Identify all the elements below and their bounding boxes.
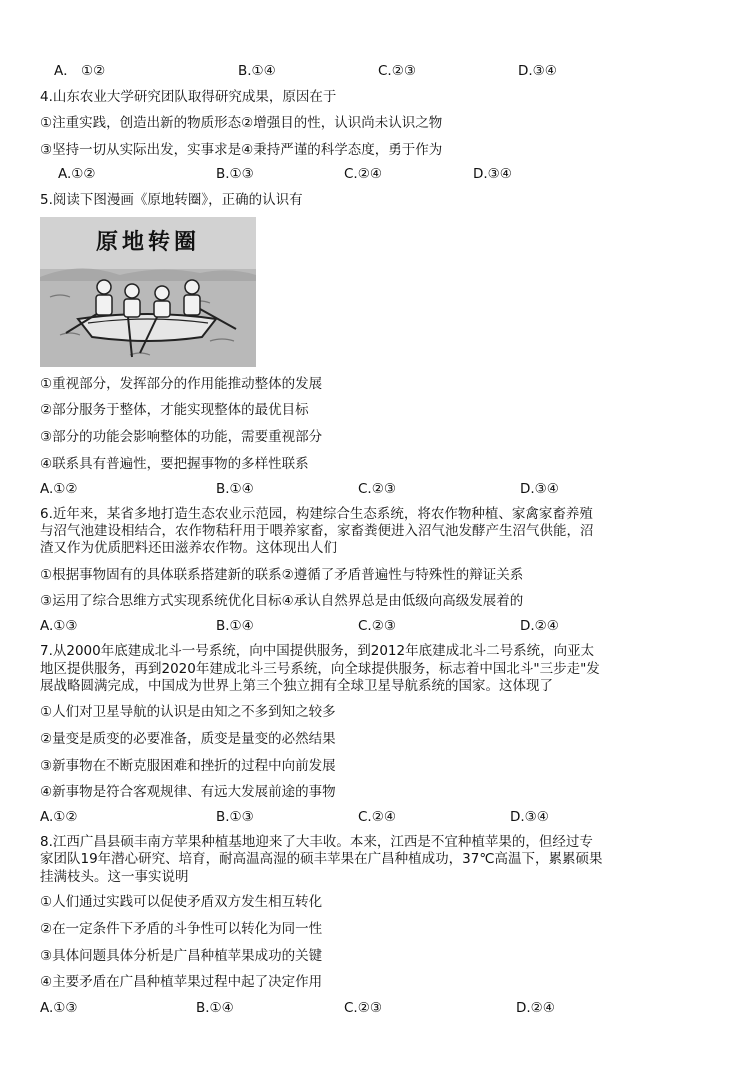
q4-option-c: C.②④ [344,166,382,182]
q7-option-d: D.③④ [510,809,549,825]
q6-item: ③运用了综合思维方式实现系统优化目标④承认自然界总是由低级向高级发展着的 [40,593,524,609]
q5-option-c: C.②③ [358,481,396,497]
q5-option-d: D.③④ [520,481,559,497]
q8-item: ②在一定条件下矛盾的斗争性可以转化为同一性 [40,921,323,937]
q3-option-d: D.③④ [518,63,557,79]
q8-option-a: A.①③ [40,1000,78,1016]
q5-item: ①重视部分，发挥部分的作用能推动整体的发展 [40,376,323,392]
q7-stem-line: 展战略圆满完成，中国成为世界上第三个独立拥有全球卫星导航系统的国家。这体现了 [40,678,553,694]
q5-item: ③部分的功能会影响整体的功能，需要重视部分 [40,429,323,445]
q7-options [40,808,690,826]
q7-stem-line: 7.从2000年底建成北斗一号系统，向中国提供服务，到2012年底建成北斗二号系统，向亚太 [40,643,595,659]
q6-options [40,617,690,635]
q8-stem-line: 挂满枝头。这一事实说明 [40,869,189,885]
q8-stem-line: 8.江西广昌县硕丰南方苹果种植基地迎来了大丰收。本来，江西是不宜种植苹果的，但经过专 [40,834,593,850]
q4-option-b: B.①③ [216,166,254,182]
q8-stem-line: 家团队19年潜心研究、培育，耐高温高湿的硕丰苹果在广昌种植成功，37℃高温下，累累硕果 [40,851,603,867]
q4-stem: 4.山东农业大学研究团队取得研究成果，原因在于 [40,89,337,105]
q4-item: ③坚持一切从实际出发，实事求是④秉持严谨的科学态度，勇于作为 [40,142,443,158]
q5-options [40,480,690,498]
q8-option-d: D.②④ [516,1000,555,1016]
q7-stem-line: 地区提供服务，再到2020年建成北斗三号系统，向全球提供服务，标志着中国北斗"三步走"发 [40,661,600,677]
q7-item: ③新事物在不断克服困难和挫折的过程中向前发展 [40,758,336,774]
q6-option-c: C.②③ [358,618,396,634]
q5-option-b: B.①④ [216,481,254,497]
q6-stem-line: 与沼气池建设相结合，农作物秸秆用于喂养家畜，家畜粪便进入沼气池发酵产生沼气供能，沼 [40,523,594,539]
q3-options [40,62,690,80]
q8-options [40,999,690,1017]
q6-stem-line: 渣又作为优质肥料还田滋养农作物。这体现出人们 [40,540,337,556]
q7-option-c: C.②④ [358,809,396,825]
q6-stem-line: 6.近年来，某省多地打造生态农业示范园，构建综合生态系统，将农作物种植、家禽家畜养殖 [40,506,593,522]
q7-option-b: B.①③ [216,809,254,825]
q7-option-a: A.①② [40,809,78,825]
q7-item: ①人们对卫星导航的认识是由知之不多到知之较多 [40,704,336,720]
q5-item: ②部分服务于整体，才能实现整体的最优目标 [40,402,309,418]
q4-option-a: A.①② [58,166,96,182]
q4-options [40,165,690,183]
q8-item: ①人们通过实践可以促使矛盾双方发生相互转化 [40,894,323,910]
q3-option-a: A． ①② [54,63,106,79]
q8-option-b: B.①④ [196,1000,234,1016]
cartoon-image [40,217,256,367]
q6-option-a: A.①③ [40,618,78,634]
q4-item: ①注重实践，创造出新的物质形态②增强目的性，认识尚未认识之物 [40,115,443,131]
cartoon-title: 原地转圈 [95,229,200,255]
q6-item: ①根据事物固有的具体联系搭建新的联系②遵循了矛盾普遍性与特殊性的辩证关系 [40,567,524,583]
q7-item: ④新事物是符合客观规律、有远大发展前途的事物 [40,784,336,800]
q5-option-a: A.①② [40,481,78,497]
q4-option-d: D.③④ [473,166,512,182]
q5-item: ④联系具有普遍性，要把握事物的多样性联系 [40,456,309,472]
q3-option-b: B.①④ [238,63,276,79]
q3-option-c: C.②③ [378,63,416,79]
q8-option-c: C.②③ [344,1000,382,1016]
q8-item: ③具体问题具体分析是广昌种植苹果成功的关键 [40,948,323,964]
q5-stem: 5.阅读下图漫画《原地转圈》，正确的认识有 [40,192,303,208]
q7-item: ②量变是质变的必要准备，质变是量变的必然结果 [40,731,336,747]
q6-option-b: B.①④ [216,618,254,634]
q6-option-d: D.②④ [520,618,559,634]
q8-item: ④主要矛盾在广昌种植苹果过程中起了决定作用 [40,974,323,990]
